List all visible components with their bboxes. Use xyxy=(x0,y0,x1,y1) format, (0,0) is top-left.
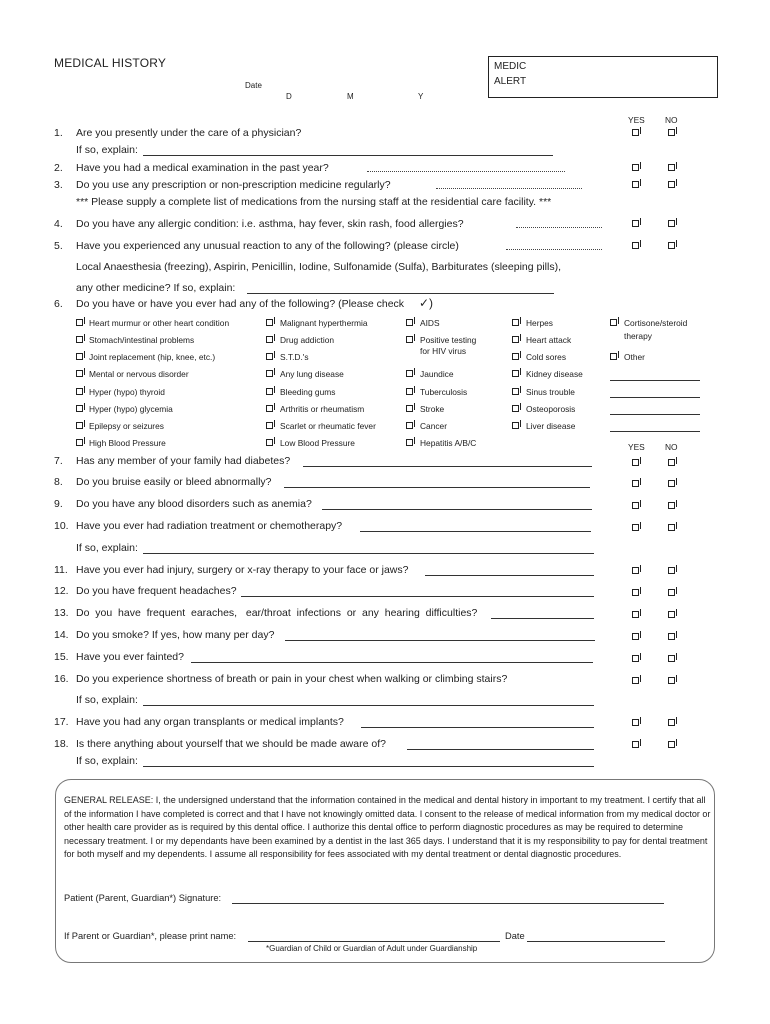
q2-number: 2. xyxy=(54,162,63,174)
q9-no-checkbox[interactable] xyxy=(668,502,675,509)
q16-explain-label: If so, explain: xyxy=(76,694,138,706)
condition-label: AIDS xyxy=(420,318,440,328)
q1-no-checkbox[interactable] xyxy=(668,129,675,136)
q13-text: Do you have frequent earaches, ear/throat infections or any hearing difficulties? xyxy=(76,607,478,619)
q1-explain-label: If so, explain: xyxy=(76,144,138,156)
q18-text: Is there anything about yourself that we should be made aware of? xyxy=(76,738,386,750)
condition-label: Heart murmur or other heart condition xyxy=(89,318,230,328)
q2-no-checkbox[interactable] xyxy=(668,164,675,171)
q12-no-checkbox[interactable] xyxy=(668,589,675,596)
q17-yes-checkbox[interactable] xyxy=(632,719,639,726)
q2-dotted-line[interactable] xyxy=(367,171,565,172)
q15-no-checkbox[interactable] xyxy=(668,655,675,662)
other-condition-line[interactable] xyxy=(610,431,700,432)
condition-label: Other xyxy=(624,352,645,362)
q16-text: Do you experience shortness of breath or pain in your chest when walking or climbing stairs? xyxy=(76,673,508,685)
date-year-label: Y xyxy=(418,92,424,101)
q7-text: Has any member of your family had diabetes? xyxy=(76,455,291,467)
condition-checkbox[interactable] xyxy=(266,388,273,395)
condition-checkbox[interactable] xyxy=(406,405,413,412)
condition-label: Any lung disease xyxy=(280,369,344,379)
q4-no-checkbox[interactable] xyxy=(668,220,675,227)
medic-alert-line1: MEDIC xyxy=(494,61,527,72)
condition-checkbox[interactable] xyxy=(512,353,519,360)
q18-explain-label: If so, explain: xyxy=(76,755,138,767)
condition-label: Arthritis or rheumatism xyxy=(280,404,365,414)
q7-yes-checkbox[interactable] xyxy=(632,459,639,466)
check-mark-icon: ✓) xyxy=(419,296,434,310)
q12-text: Do you have frequent headaches? xyxy=(76,585,237,597)
condition-label: Joint replacement (hip, knee, etc.) xyxy=(89,352,216,362)
q4-text: Do you have any allergic condition: i.e. asthma, hay fever, skin rash, food allergies? xyxy=(76,218,464,230)
condition-label: Heart attack xyxy=(526,335,572,345)
form-title: MEDICAL HISTORY xyxy=(54,56,167,70)
q5-number: 5. xyxy=(54,240,63,252)
print-name-line[interactable] xyxy=(248,941,500,942)
q10-explain-label: If so, explain: xyxy=(76,542,138,554)
q3-number: 3. xyxy=(54,179,63,191)
q13-yes-checkbox[interactable] xyxy=(632,611,639,618)
condition-checkbox[interactable] xyxy=(406,319,413,326)
condition-label: Cold sores xyxy=(526,352,567,362)
q3-yes-checkbox[interactable] xyxy=(632,181,639,188)
condition-checkbox[interactable] xyxy=(512,422,519,429)
condition-label: Cortisone/steroid xyxy=(624,318,688,328)
q13-number: 13. xyxy=(54,607,69,619)
q11-line[interactable] xyxy=(425,575,594,576)
q7-number: 7. xyxy=(54,455,63,467)
q14-yes-checkbox[interactable] xyxy=(632,633,639,640)
print-name-label: If Parent or Guardian*, please print name: xyxy=(64,931,237,941)
condition-checkbox[interactable] xyxy=(406,388,413,395)
condition-label: Liver disease xyxy=(526,421,576,431)
q7-line[interactable] xyxy=(303,466,592,467)
q9-line[interactable] xyxy=(322,509,592,510)
condition-label: High Blood Pressure xyxy=(89,438,166,448)
no-header-2: NO xyxy=(665,442,678,452)
q17-number: 17. xyxy=(54,716,69,728)
q3-dotted-line[interactable] xyxy=(436,188,582,189)
q2-text: Have you had a medical examination in the past year? xyxy=(76,162,329,174)
q5-other-medicine: any other medicine? If so, explain: xyxy=(76,282,236,294)
q6-number: 6. xyxy=(54,298,63,310)
condition-checkbox[interactable] xyxy=(266,405,273,412)
condition-label: Stomach/intestinal problems xyxy=(89,335,195,345)
q9-text: Do you have any blood disorders such as anemia? xyxy=(76,498,312,510)
q1-text: Are you presently under the care of a physician? xyxy=(76,127,302,139)
other-condition-line[interactable] xyxy=(610,380,700,381)
condition-label-cont: for HIV virus xyxy=(420,346,467,356)
q17-text: Have you had any organ transplants or medical implants? xyxy=(76,716,344,728)
condition-checkbox[interactable] xyxy=(266,336,273,343)
q17-line[interactable] xyxy=(361,727,594,728)
q11-text: Have you ever had injury, surgery or x-ray therapy to your face or jaws? xyxy=(76,564,409,576)
medication-note: *** Please supply a complete list of medications from the nursing staff at the residential care facility. *** xyxy=(76,196,552,208)
q16-number: 16. xyxy=(54,673,69,685)
q16-explain-line[interactable] xyxy=(143,705,594,706)
guardian-footnote: *Guardian of Child or Guardian of Adult under Guardianship xyxy=(266,944,478,953)
yes-header-2: YES xyxy=(628,442,645,452)
condition-label: Herpes xyxy=(526,318,553,328)
q5-yes-checkbox[interactable] xyxy=(632,242,639,249)
condition-checkbox[interactable] xyxy=(76,370,83,377)
release-date-label: Date xyxy=(505,931,525,941)
q15-number: 15. xyxy=(54,651,69,663)
condition-checkbox[interactable] xyxy=(76,319,83,326)
q10-line[interactable] xyxy=(360,531,591,532)
condition-checkbox[interactable] xyxy=(76,405,83,412)
q14-line[interactable] xyxy=(285,640,595,641)
q18-explain-line[interactable] xyxy=(143,766,594,767)
condition-label: Bleeding gums xyxy=(280,387,336,397)
date-label: Date xyxy=(245,81,262,90)
condition-checkbox[interactable] xyxy=(512,319,519,326)
q4-yes-checkbox[interactable] xyxy=(632,220,639,227)
q8-number: 8. xyxy=(54,476,63,488)
no-header: NO xyxy=(665,115,678,125)
condition-label: Positive testing xyxy=(420,335,477,345)
q1-number: 1. xyxy=(54,127,63,139)
q6-text: Do you have or have you ever had any of the following? (Please check xyxy=(76,298,405,310)
condition-checkbox[interactable] xyxy=(76,336,83,343)
q12-line[interactable] xyxy=(241,596,594,597)
q8-line[interactable] xyxy=(284,487,590,488)
q16-no-checkbox[interactable] xyxy=(668,677,675,684)
yes-header: YES xyxy=(628,115,645,125)
condition-checkbox[interactable] xyxy=(266,353,273,360)
condition-label: Sinus trouble xyxy=(526,387,575,397)
date-month-label: M xyxy=(347,92,354,101)
q4-number: 4. xyxy=(54,218,63,230)
q18-yes-checkbox[interactable] xyxy=(632,741,639,748)
q3-no-checkbox[interactable] xyxy=(668,181,675,188)
condition-checkbox[interactable] xyxy=(512,370,519,377)
other-condition-line[interactable] xyxy=(610,414,700,415)
condition-checkbox[interactable] xyxy=(406,336,413,343)
condition-label: Kidney disease xyxy=(526,369,583,379)
q15-yes-checkbox[interactable] xyxy=(632,655,639,662)
q15-line[interactable] xyxy=(191,662,593,663)
q9-yes-checkbox[interactable] xyxy=(632,502,639,509)
date-day-label: D xyxy=(286,92,292,101)
condition-checkbox[interactable] xyxy=(406,370,413,377)
condition-label: Jaundice xyxy=(420,369,454,379)
condition-label: Epilepsy or seizures xyxy=(89,421,164,431)
condition-label-cont: therapy xyxy=(624,331,652,341)
other-condition-line[interactable] xyxy=(610,397,700,398)
q14-number: 14. xyxy=(54,629,69,641)
q8-no-checkbox[interactable] xyxy=(668,480,675,487)
q8-yes-checkbox[interactable] xyxy=(632,480,639,487)
q13-line[interactable] xyxy=(491,618,594,619)
q10-number: 10. xyxy=(54,520,69,532)
q10-no-checkbox[interactable] xyxy=(668,524,675,531)
condition-checkbox[interactable] xyxy=(512,388,519,395)
condition-label: S.T.D.'s xyxy=(280,352,309,362)
condition-label: Hyper (hypo) glycemia xyxy=(89,404,173,414)
condition-label: Stroke xyxy=(420,404,445,414)
q10-yes-checkbox[interactable] xyxy=(632,524,639,531)
condition-checkbox[interactable] xyxy=(610,353,617,360)
q11-yes-checkbox[interactable] xyxy=(632,567,639,574)
condition-checkbox[interactable] xyxy=(266,439,273,446)
condition-label: Malignant hyperthermia xyxy=(280,318,368,328)
q5-dotted-line[interactable] xyxy=(506,249,602,250)
q1-explain-line[interactable] xyxy=(143,155,553,156)
condition-checkbox[interactable] xyxy=(76,353,83,360)
condition-checkbox[interactable] xyxy=(76,439,83,446)
condition-checkbox[interactable] xyxy=(406,422,413,429)
q2-yes-checkbox[interactable] xyxy=(632,164,639,171)
q14-no-checkbox[interactable] xyxy=(668,633,675,640)
condition-label: Mental or nervous disorder xyxy=(89,369,189,379)
condition-checkbox[interactable] xyxy=(610,319,617,326)
q5-no-checkbox[interactable] xyxy=(668,242,675,249)
q1-yes-checkbox[interactable] xyxy=(632,129,639,136)
q17-no-checkbox[interactable] xyxy=(668,719,675,726)
q12-number: 12. xyxy=(54,585,69,597)
condition-label: Low Blood Pressure xyxy=(280,438,355,448)
q8-text: Do you bruise easily or bleed abnormally? xyxy=(76,476,272,488)
condition-label: Hepatitis A/B/C xyxy=(420,438,477,448)
condition-checkbox[interactable] xyxy=(266,319,273,326)
condition-label: Scarlet or rheumatic fever xyxy=(280,421,376,431)
signature-line[interactable] xyxy=(232,903,664,904)
q3-text: Do you use any prescription or non-prescription medicine regularly? xyxy=(76,179,391,191)
condition-checkbox[interactable] xyxy=(512,336,519,343)
condition-label: Osteoporosis xyxy=(526,404,576,414)
q16-yes-checkbox[interactable] xyxy=(632,677,639,684)
q15-text: Have you ever fainted? xyxy=(76,651,184,663)
medic-alert-line2: ALERT xyxy=(494,76,527,87)
release-date-line[interactable] xyxy=(527,941,665,942)
condition-checkbox[interactable] xyxy=(76,422,83,429)
q10-explain-line[interactable] xyxy=(143,553,594,554)
condition-label: Tuberculosis xyxy=(420,387,468,397)
condition-checkbox[interactable] xyxy=(266,370,273,377)
q18-line[interactable] xyxy=(407,749,594,750)
q5-explain-line[interactable] xyxy=(247,293,554,294)
condition-label: Drug addiction xyxy=(280,335,335,345)
q18-no-checkbox[interactable] xyxy=(668,741,675,748)
q9-number: 9. xyxy=(54,498,63,510)
q7-no-checkbox[interactable] xyxy=(668,459,675,466)
q5-text: Have you experienced any unusual reaction to any of the following? (please circle) xyxy=(76,240,459,252)
condition-label: Cancer xyxy=(420,421,447,431)
condition-checkbox[interactable] xyxy=(76,388,83,395)
signature-label: Patient (Parent, Guardian*) Signature: xyxy=(64,893,222,903)
q12-yes-checkbox[interactable] xyxy=(632,589,639,596)
general-release-text: GENERAL RELEASE: I, the undersigned understand that the information contained in the medical and dental history in important to my treatment. I certify that all of the information I have completed is correct and that I have not knowingly omitted data. I consent to the release of medical information from my medical doctor or other health care provider as is required by this dental office. I authorize this dental office to perform diagnostic procedures as may be required to determine necessary treatment. I or my dependants have been examined by a dentist in the last 365 days. I understand that it is my responsibility to pay for dental treatment for both myself and my dependents. I assume all responsibility for fees associated with my dental treatment or dental diagnostic procedures. xyxy=(64,795,711,860)
q18-number: 18. xyxy=(54,738,69,750)
q14-text: Do you smoke? If yes, how many per day? xyxy=(76,629,275,641)
condition-label: Hyper (hypo) thyroid xyxy=(89,387,165,397)
q13-no-checkbox[interactable] xyxy=(668,611,675,618)
q4-dotted-line[interactable] xyxy=(516,227,602,228)
q10-text: Have you ever had radiation treatment or chemotherapy? xyxy=(76,520,343,532)
condition-checkbox[interactable] xyxy=(512,405,519,412)
q11-number: 11. xyxy=(54,564,68,576)
condition-checkbox[interactable] xyxy=(266,422,273,429)
condition-checkbox[interactable] xyxy=(406,439,413,446)
q5-medicine-list: Local Anaesthesia (freezing), Aspirin, Penicillin, Iodine, Sulfonamide (Sulfa), Barbiturates (sleeping pills), xyxy=(76,261,561,273)
q11-no-checkbox[interactable] xyxy=(668,567,675,574)
